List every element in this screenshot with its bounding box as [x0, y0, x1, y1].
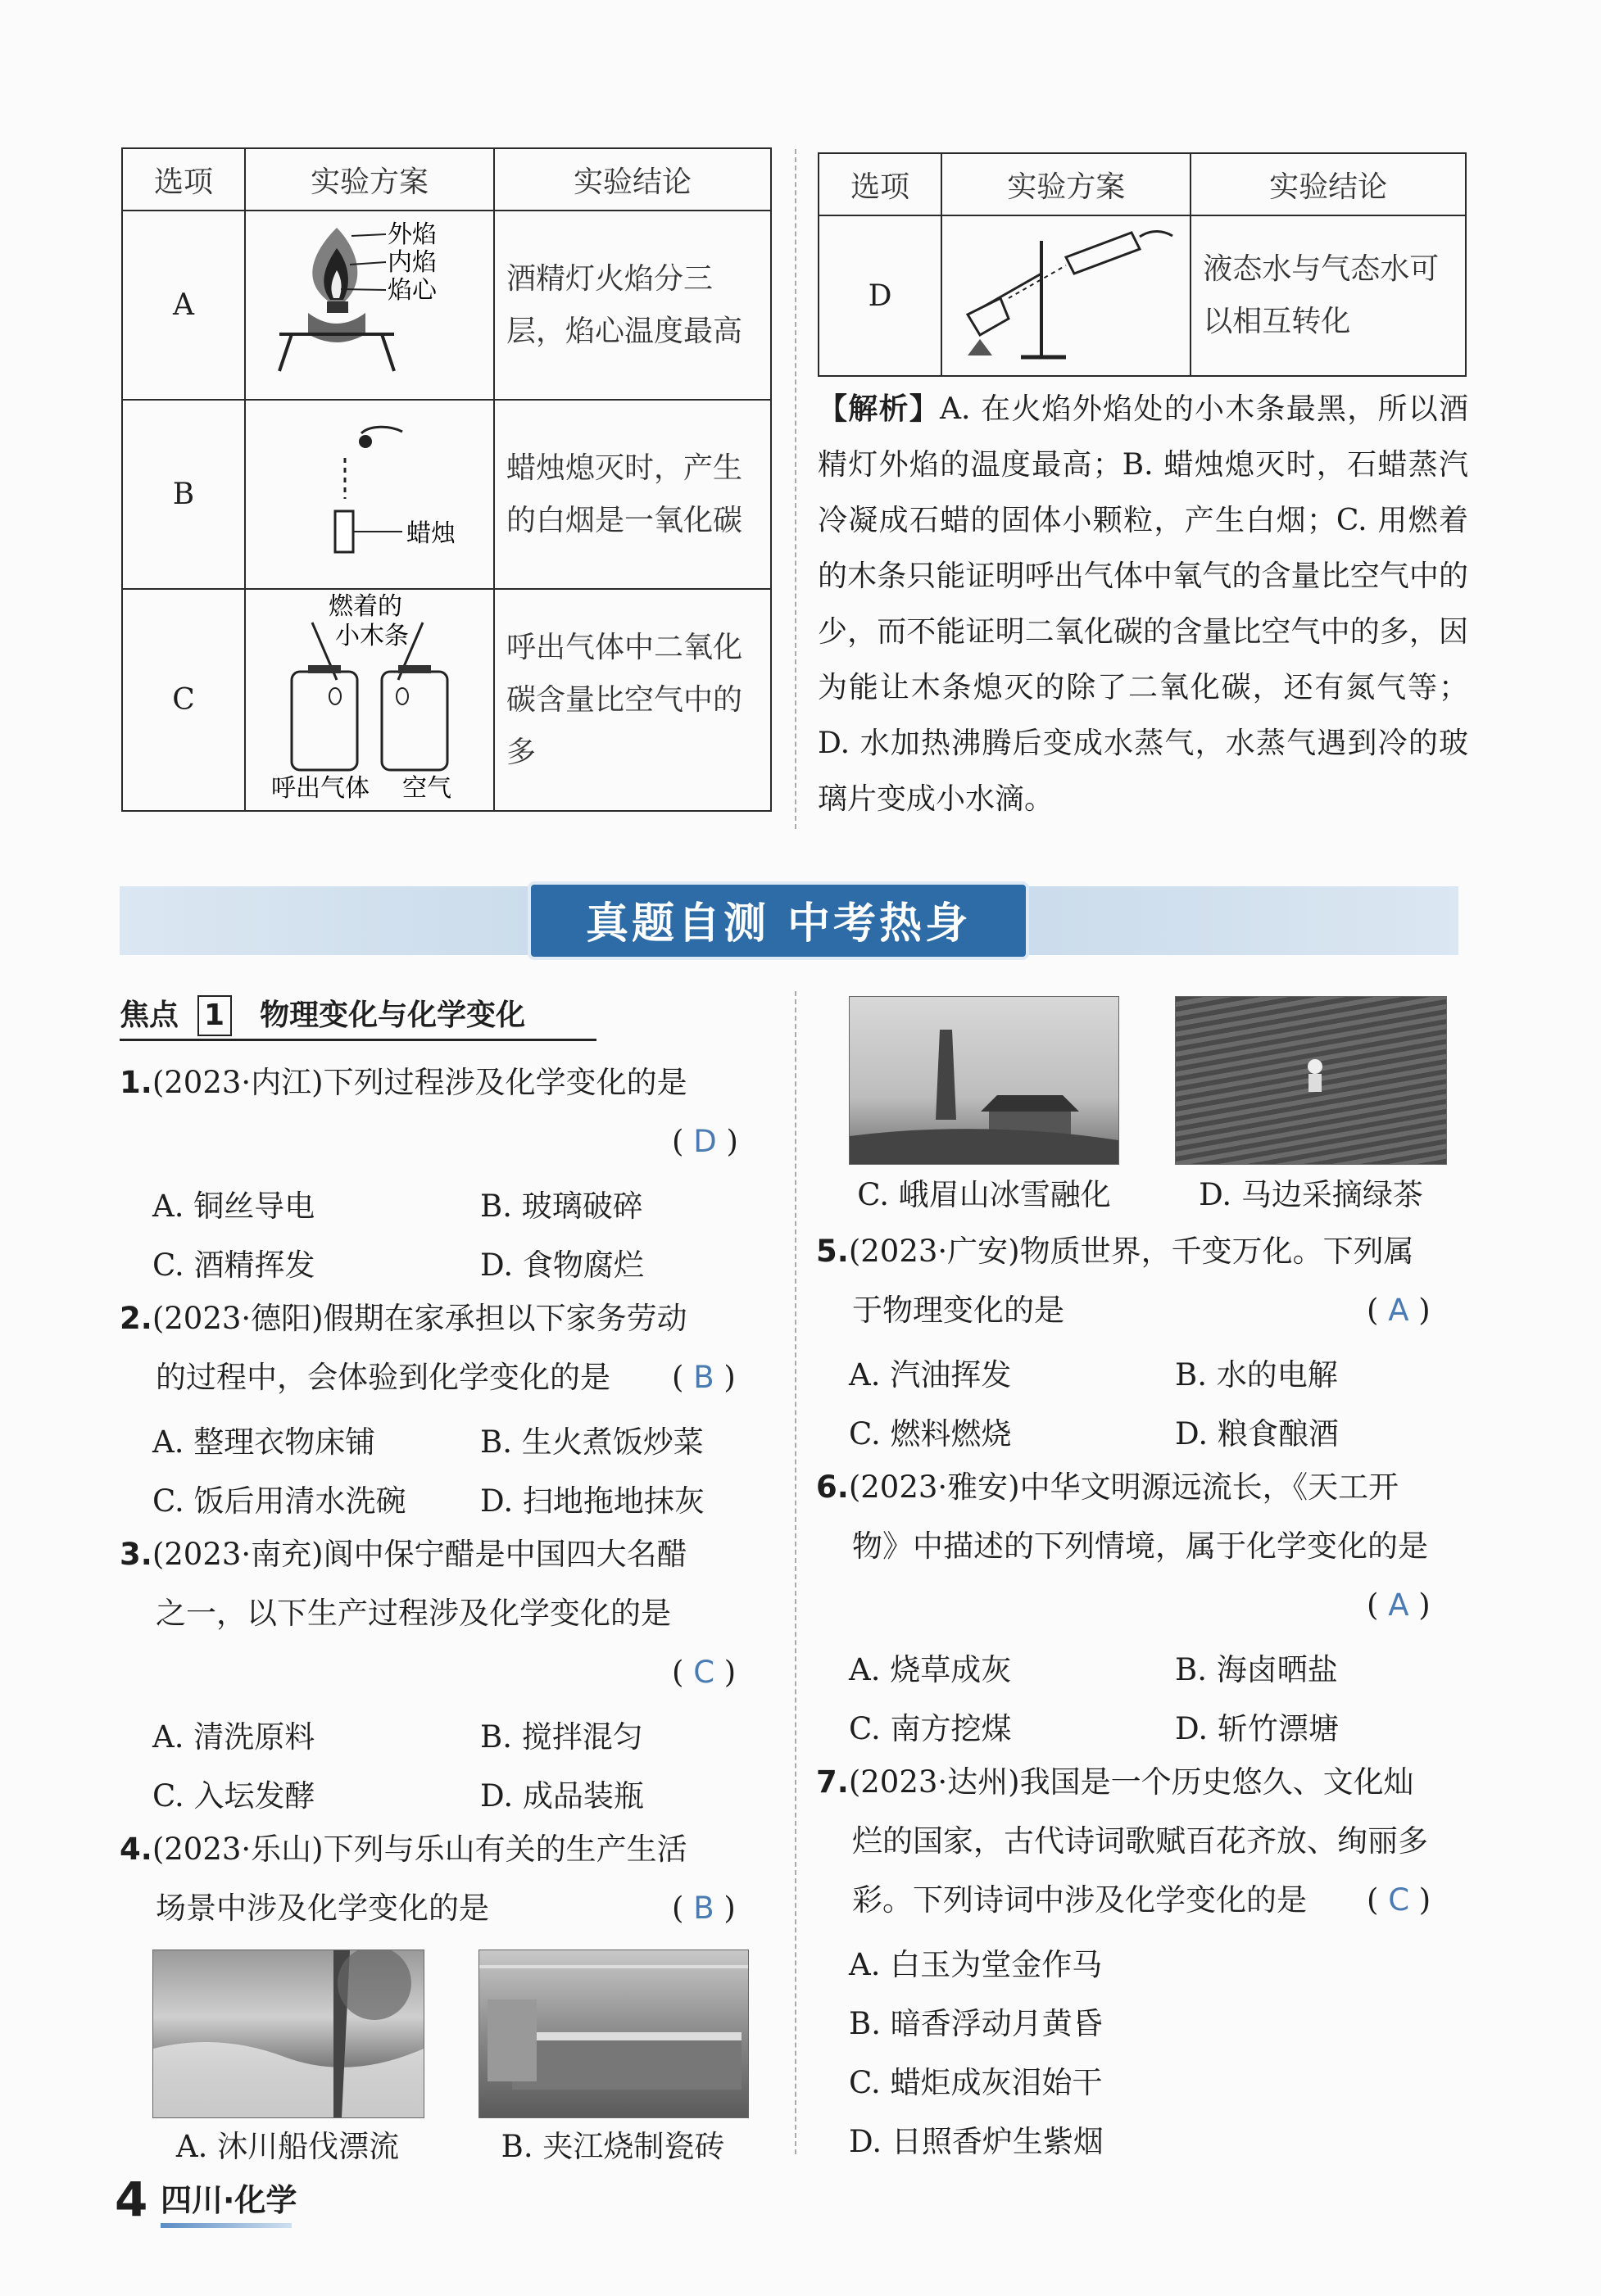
column-divider: [795, 991, 796, 2154]
answer-bracket: ( A ): [1367, 1293, 1431, 1328]
caption: C. 峨眉山冰雪融化: [857, 1177, 1111, 1212]
footer-subject: 四川·化学: [161, 2182, 297, 2218]
question-number: 1.: [120, 1065, 152, 1100]
header-plan: 实验方案: [245, 148, 494, 211]
label-candle: 蜡烛: [406, 519, 456, 548]
option-cell: B: [122, 400, 245, 589]
question-stem: (2023·广安)物质世界，千变万化。下列属: [848, 1234, 1414, 1269]
river-rafting-image: [153, 1950, 424, 2117]
label-flame-core: 焰心: [388, 276, 438, 305]
question-stem: (2023·德阳)假期在家承担以下家务劳动: [152, 1301, 687, 1336]
question-stem: (2023·雅安)中华文明源远流长，《天工开: [848, 1470, 1399, 1505]
header-option: 选项: [122, 148, 245, 211]
focus-number: 1: [197, 995, 232, 1036]
bottles-diagram: [245, 589, 494, 811]
question-stem: 彩。下列诗词中涉及化学变化的是: [852, 1882, 1307, 1918]
label-exhaled: 呼出气体: [271, 774, 370, 803]
answer: A: [1388, 1293, 1409, 1328]
question-1: [120, 1053, 770, 1112]
focus-title: 物理变化与化学变化: [260, 999, 526, 1032]
option: C. 酒精挥发: [152, 1248, 315, 1283]
header-plan: 实验方案: [941, 153, 1191, 215]
column-divider: [795, 149, 796, 829]
question-stem: (2023·达州)我国是一个历史悠久、文化灿: [848, 1764, 1414, 1800]
photo-emei-mountain: [849, 996, 1119, 1165]
option: C. 南方挖煤: [849, 1711, 1012, 1746]
question-6: [816, 1458, 1472, 1576]
answer: A: [1388, 1587, 1409, 1623]
option: B. 海卤晒盐: [1175, 1652, 1338, 1687]
question-stem: 的过程中，会体验到化学变化的是: [156, 1360, 610, 1395]
question-stem: 之一，以下生产过程涉及化学变化的是: [156, 1596, 671, 1631]
answer: B: [693, 1360, 714, 1395]
photo-ceramic-factory: [478, 1950, 749, 2118]
question-stem: 烂的国家，古代诗词歌赋百花齐放、绚丽多: [852, 1823, 1428, 1859]
option-cell: A: [122, 211, 245, 400]
question-stem: (2023·乐山)下列与乐山有关的生产生活: [152, 1832, 687, 1867]
question-stem: 场景中涉及化学变化的是: [156, 1891, 489, 1926]
emei-temple-image: [850, 997, 1118, 1164]
section-banner: [120, 886, 1458, 955]
experiment-table-right: [818, 152, 1467, 377]
conclusion-cell: 酒精灯火焰分三层，焰心温度最高: [494, 211, 771, 400]
question-stem: 物》中描述的下列情境，属于化学变化的是: [852, 1528, 1428, 1564]
label-burning: 燃着的: [329, 592, 403, 621]
banner-title: 真题自测 中考热身: [528, 881, 1029, 960]
option: D. 斩竹漂塘: [1175, 1711, 1339, 1746]
question-3: [120, 1525, 775, 1643]
focus-heading: [120, 993, 596, 1041]
answer: B: [693, 1891, 714, 1926]
option: C. 蜡炬成灰泪始干: [849, 2065, 1103, 2100]
photo-tea-picking: [1175, 996, 1447, 1165]
gas-bottles-icon: [247, 590, 492, 803]
page-number: 4: [115, 2171, 148, 2227]
question-number: 2.: [120, 1301, 152, 1336]
option: A. 清洗原料: [152, 1719, 315, 1755]
option: D. 食物腐烂: [480, 1248, 644, 1283]
answer-bracket: ( A ): [1367, 1587, 1431, 1623]
question-stem: (2023·内江)下列过程涉及化学变化的是: [152, 1065, 687, 1100]
analysis-text: A. 在火焰外焰处的小木条最黑，所以酒精灯外焰的温度最高；B. 蜡烛熄灭时，石蜡蒸汽冷凝成石蜡的固体小颗粒，产生白烟；C. 用燃着的木条只能证明呼出气体中氧气的含量比空气中的少，而不能证明二氧化碳的含量比空气中的多，因为能让木条熄灭的除了二氧化碳，还有氮气等；D. 水加热沸腾后变成水蒸气，水蒸气遇到冷的玻璃片变成小水滴。: [818, 392, 1468, 816]
conclusion-cell: 液态水与气态水可以相互转化: [1191, 215, 1466, 376]
header-conclusion: 实验结论: [1191, 153, 1466, 215]
tea-garden-image: [1176, 997, 1446, 1164]
question-number: 5.: [816, 1234, 849, 1269]
option: D. 粮食酿酒: [1175, 1416, 1339, 1451]
option: B. 暗香浮动月黄昏: [849, 2006, 1103, 2041]
question-number: 3.: [120, 1537, 152, 1572]
answer-bracket: ( B ): [672, 1891, 736, 1926]
experiment-table-left: [121, 147, 772, 812]
caption: D. 马边采摘绿茶: [1199, 1177, 1423, 1212]
answer-bracket: ( C ): [1367, 1882, 1431, 1918]
option: A. 烧草成灰: [849, 1652, 1012, 1687]
label-splint: 小木条: [335, 622, 410, 650]
answer-bracket: ( B ): [672, 1360, 736, 1395]
answer: C: [1388, 1882, 1410, 1918]
question-stem: 于物理变化的是: [852, 1293, 1064, 1328]
caption: B. 夹江烧制瓷砖: [501, 2129, 725, 2164]
header-conclusion: 实验结论: [494, 148, 771, 211]
option-cell: C: [122, 589, 245, 811]
header-option: 选项: [819, 153, 941, 215]
conclusion-cell: 蜡烛熄灭时，产生的白烟是一氧化碳: [494, 400, 771, 589]
option: B. 玻璃破碎: [480, 1189, 643, 1224]
alcohol-lamp-icon: [247, 211, 492, 392]
option: A. 铜丝导电: [152, 1189, 315, 1224]
option: A. 汽油挥发: [849, 1357, 1012, 1393]
label-air: 空气: [402, 774, 452, 803]
photo-rafting: [152, 1950, 424, 2118]
boiling-water-diagram: [941, 215, 1191, 376]
option: D. 日照香炉生紫烟: [849, 2124, 1104, 2159]
question-number: 4.: [120, 1832, 152, 1867]
alcohol-lamp-diagram: [245, 211, 494, 400]
caption: A. 沐川船伐漂流: [175, 2129, 400, 2164]
option: D. 扫地拖地抹灰: [480, 1483, 705, 1519]
answer-bracket: ( C ): [672, 1655, 737, 1690]
question-number: 7.: [816, 1764, 849, 1800]
candle-icon: [247, 401, 492, 581]
label-inner-flame: 内焰: [388, 248, 438, 277]
answer: C: [693, 1655, 715, 1690]
boiling-apparatus-icon: [943, 216, 1189, 368]
option: C. 燃料燃烧: [849, 1416, 1012, 1451]
option: B. 搅拌混匀: [480, 1719, 643, 1755]
focus-label: 焦点: [120, 999, 179, 1032]
analysis-tag: 【解析】: [818, 392, 941, 426]
option: A. 整理衣物床铺: [152, 1424, 376, 1460]
candle-diagram: [245, 400, 494, 589]
option-cell: D: [819, 215, 941, 376]
option: B. 生火煮饭炒菜: [480, 1424, 704, 1460]
conclusion-cell: 呼出气体中二氧化碳含量比空气中的多: [494, 589, 771, 811]
analysis-block: [818, 382, 1468, 827]
question-number: 6.: [816, 1470, 849, 1505]
question-stem: (2023·南充)阆中保宁醋是中国四大名醋: [152, 1537, 687, 1572]
answer-bracket: ( D ): [672, 1124, 738, 1159]
option: C. 饭后用清水洗碗: [152, 1483, 406, 1519]
option: B. 水的电解: [1175, 1357, 1338, 1393]
ceramic-factory-image: [479, 1950, 748, 2117]
answer: D: [693, 1124, 717, 1159]
option: A. 白玉为堂金作马: [849, 1947, 1103, 1982]
option: C. 入坛发酵: [152, 1778, 315, 1814]
option: D. 成品装瓶: [480, 1778, 644, 1814]
label-outer-flame: 外焰: [388, 220, 438, 249]
footer-underline: [161, 2223, 292, 2228]
